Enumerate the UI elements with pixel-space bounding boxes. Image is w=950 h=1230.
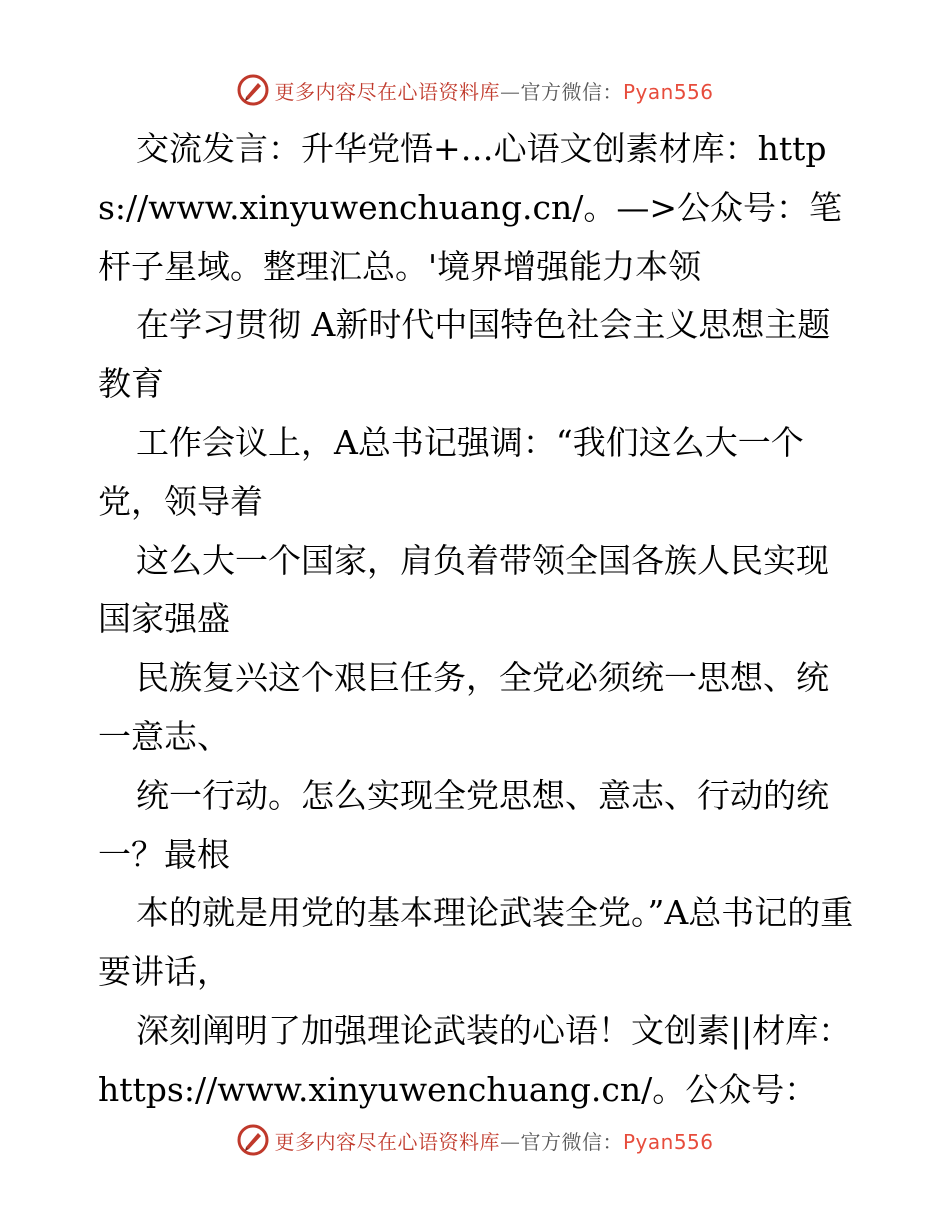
paragraph-6: 统一行动。怎么实现全党思想、意志、行动的统一？最根 [98,775,829,874]
watermark-wechat-label: 官方微信： [520,79,623,104]
document-body [98,120,858,1120]
pen-logo-icon [236,73,270,107]
watermark-wechat-id: Pyan556 [622,1129,714,1154]
header-watermark-banner [0,70,950,110]
watermark-text [274,1126,713,1155]
pen-logo-icon [236,1123,270,1157]
watermark-main: 更多内容尽在心语资料库 [274,79,500,104]
watermark-main: 更多内容尽在心语资料库 [274,1129,500,1154]
paragraph-4: 这么大一个国家，肩负着带领全国各族人民实现国家强盛 [98,540,829,639]
watermark-wechat-id: Pyan556 [622,79,714,104]
paragraph-2: 在学习贯彻 A新时代中国特色社会主义思想主题教育 [98,305,831,404]
paragraph-5: 民族复兴这个艰巨任务，全党必须统一思想、统一意志、 [98,658,829,756]
watermark-dash: — [499,1129,521,1154]
footer-watermark-banner [0,1120,950,1160]
watermark-dash: — [499,79,521,104]
paragraph-8: 深刻阐明了加强理论武装的心语！文创素||材库：https://www.xinyuwenchuang.cn/。公众号： [98,1010,852,1109]
paragraph-1: 交流发言：升华党悟+…心语文创素材库：https://www.xinyuwenchuang.cn/。—>公众号：笔杆子星域。整理汇总。'境界增强能力本领 [98,129,842,286]
watermark-text [274,76,713,105]
paragraph-3: 工作会议上，A总书记强调：“我们这么大一个党，领导着 [98,422,804,521]
watermark-wechat-label: 官方微信： [520,1129,623,1154]
paragraph-7: 本的就是用党的基本理论武装全党。”A总书记的重要讲话， [98,893,854,992]
